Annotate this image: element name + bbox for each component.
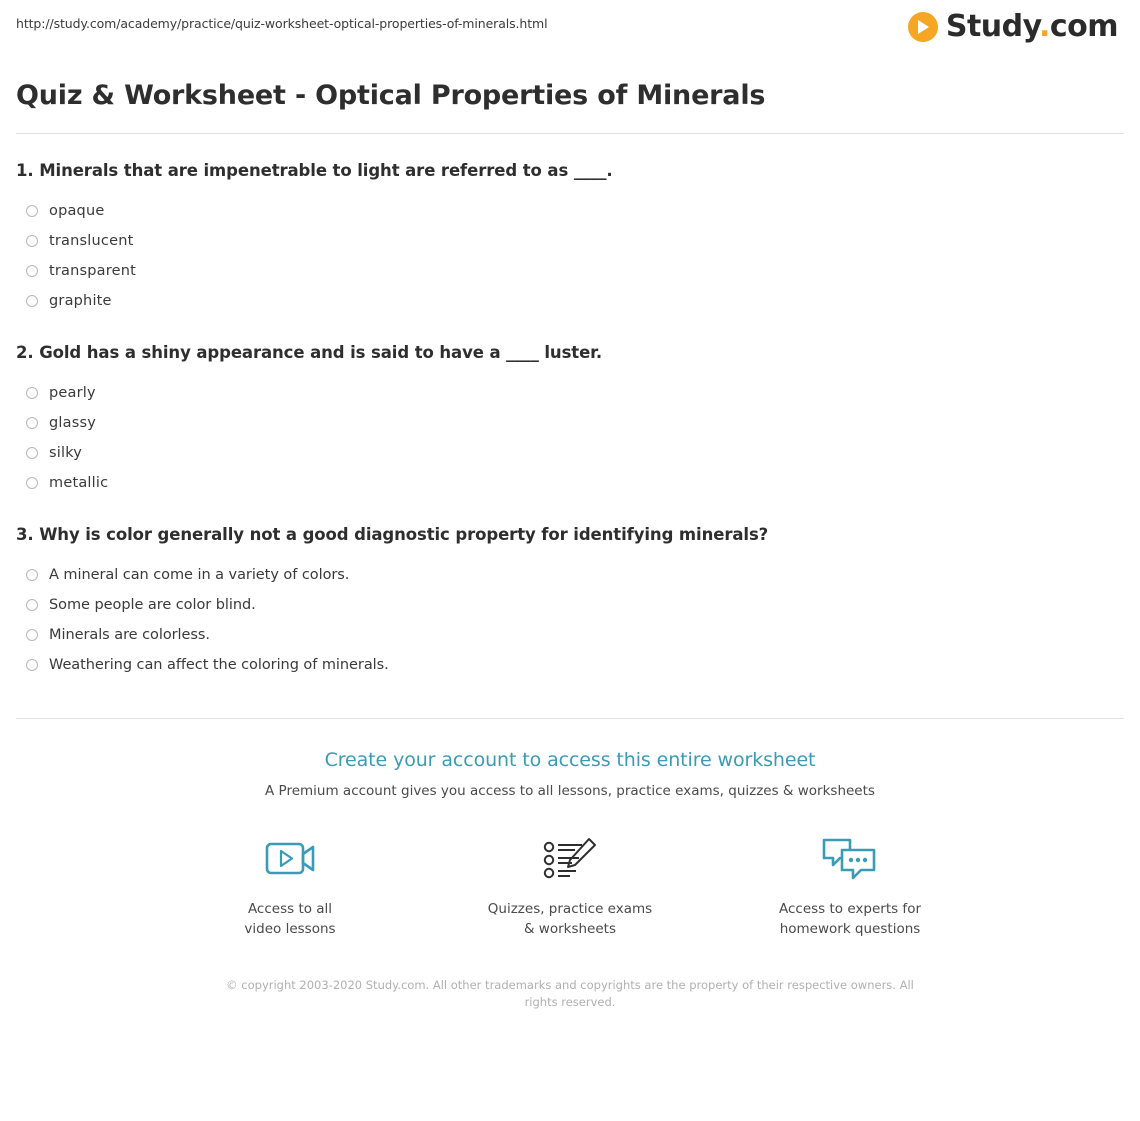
logo-text [945,9,1118,44]
feature-line-1: Access to all [247,901,333,918]
choice-label: Minerals are colorless. [49,627,210,644]
radio-icon[interactable] [26,417,38,429]
choice-label: silky [49,445,83,462]
feature-line-1: Quizzes, practice exams [487,901,653,918]
page-url: http://study.com/academy/practice/quiz-worksheet-optical-properties-of-minerals.html [16,16,548,31]
feature-line-1: Access to experts for [778,901,921,918]
choice-label: metallic [49,475,109,492]
choice-option[interactable] [16,196,1124,226]
choice-option[interactable] [16,620,1124,650]
choice-label: Weathering can affect the coloring of minerals. [49,657,389,674]
choice-label: Some people are color blind. [49,597,256,614]
radio-icon[interactable] [26,295,38,307]
question-3 [16,524,1124,680]
video-play-icon [205,833,375,885]
copyright-text: © copyright 2003-2020 Study.com. All other trademarks and copyrights are the property of their respective owners. All rights reserved. [226,978,914,1010]
feature-text [205,899,375,939]
quiz-questions [0,160,1140,680]
promo-section [0,719,1140,1011]
choice-label: opaque [49,203,105,220]
choice-option[interactable] [16,590,1124,620]
promo-subhead: A Premium account gives you access to all lessons, practice exams, quizzes & worksheets [265,783,875,800]
choice-label: A mineral can come in a variety of colors. [49,567,350,584]
choice-label: translucent [49,233,134,250]
chat-bubbles-icon [765,833,935,885]
title-divider [16,133,1124,134]
radio-icon[interactable] [26,387,38,399]
radio-icon[interactable] [26,265,38,277]
radio-icon[interactable] [26,235,38,247]
feature-line-2: homework questions [779,921,921,938]
choice-label: glassy [49,415,97,432]
question-1 [16,160,1124,316]
choice-option[interactable] [16,226,1124,256]
create-account-link[interactable]: Create your account to access this entire worksheet [324,749,816,772]
choice-label: graphite [49,293,112,310]
choice-option[interactable] [16,438,1124,468]
radio-icon[interactable] [26,477,38,489]
radio-icon[interactable] [26,205,38,217]
choice-option[interactable] [16,560,1124,590]
feature-line-2: video lessons [244,921,336,938]
feature-quizzes-worksheets [485,833,655,939]
radio-icon[interactable] [26,447,38,459]
choice-option[interactable] [16,286,1124,316]
feature-expert-help [765,833,935,939]
choice-option[interactable] [16,256,1124,286]
feature-text [765,899,935,939]
choice-label: pearly [49,385,96,402]
choice-option[interactable] [16,650,1124,680]
study-com-logo[interactable] [908,9,1118,44]
question-text: 2. Gold has a shiny appearance and is said to have a ____ luster. [16,343,603,363]
radio-icon[interactable] [26,569,38,581]
question-2 [16,342,1124,498]
feature-line-2: & worksheets [523,921,616,938]
play-circle-icon [908,12,938,42]
radio-icon[interactable] [26,629,38,641]
quiz-checklist-pencil-icon [485,833,655,885]
radio-icon[interactable] [26,659,38,671]
feature-text [485,899,655,939]
promo-features [0,833,1140,939]
choice-option[interactable] [16,378,1124,408]
page-title: Quiz & Worksheet - Optical Properties of Minerals [16,80,766,112]
choice-label: transparent [49,263,137,280]
page-header [0,0,1140,42]
choice-option[interactable] [16,468,1124,498]
logo-dot: . [1038,9,1050,44]
logo-suffix: com [1049,9,1118,44]
choice-option[interactable] [16,408,1124,438]
feature-video-lessons [205,833,375,939]
logo-word: Study [945,9,1039,44]
question-text: 1. Minerals that are impenetrable to light are referred to as ____. [16,161,613,181]
radio-icon[interactable] [26,599,38,611]
question-text: 3. Why is color generally not a good diagnostic property for identifying minerals? [16,525,769,545]
